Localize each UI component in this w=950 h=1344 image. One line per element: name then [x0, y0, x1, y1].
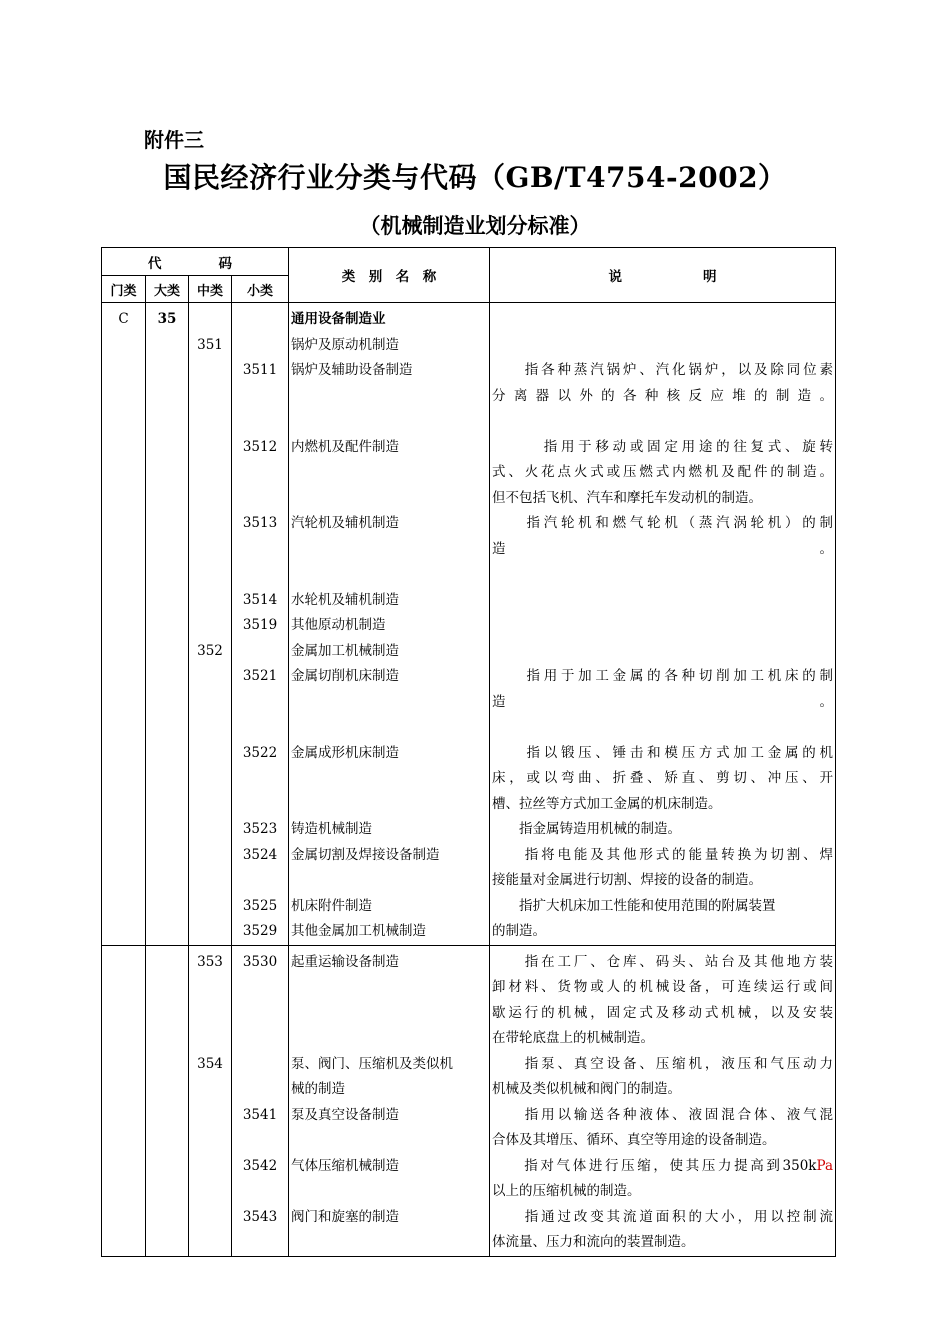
- spacer: [189, 715, 231, 741]
- category-name: 起重运输设备制造: [291, 953, 399, 970]
- category-name-header: 类 别 名 称: [289, 248, 490, 303]
- minor-category-code: [232, 307, 288, 333]
- spacer: [189, 792, 231, 818]
- spacer: [189, 1001, 231, 1027]
- document-title: 国民经济行业分类与代码（GB/T4754-2002）: [163, 161, 787, 194]
- description-header: 说 明: [490, 248, 836, 303]
- spacer: [232, 409, 288, 435]
- pressure-unit: Pa: [816, 1157, 833, 1174]
- spacer: [291, 715, 489, 741]
- spacer: [232, 537, 288, 563]
- major-category-cell: 35: [146, 303, 189, 946]
- category-name: 汽轮机及辅机制造: [291, 515, 399, 531]
- category-name: 泵、阀门、压缩机及类似机: [291, 1055, 453, 1072]
- category-name: 气体压缩机械制造: [291, 1157, 399, 1174]
- category-name: 金属切割及焊接设备制造: [291, 846, 440, 863]
- description-column: [490, 303, 836, 946]
- middle-category-code: [189, 307, 231, 333]
- category-name-column: [289, 303, 490, 946]
- spacer: [291, 975, 489, 1001]
- minor-category-code: 3522: [242, 744, 278, 761]
- description-line: 指汽轮机和燃气轮机（蒸汽涡轮机）的制: [492, 515, 833, 531]
- middle-category-code: [189, 664, 231, 690]
- description-line: 机械及类似机械和阀门的制造。: [492, 1081, 681, 1097]
- minor-category-code: 3529: [242, 923, 278, 939]
- description-line: 指扩大机床加工性能和使用范围的附属装置: [492, 897, 776, 914]
- middle-category-code: 353: [197, 953, 223, 970]
- description-line: 指用于加工金属的各种切削加工机床的制: [492, 668, 833, 684]
- middle-category-code: [189, 894, 231, 920]
- middle-category-code: 354: [197, 1055, 223, 1072]
- description-line: 分离器以外的各种核反应堆的制造。: [492, 387, 833, 404]
- minor-category-code: 3513: [242, 515, 278, 531]
- minor-category-code: 3511: [242, 362, 278, 378]
- description-line: 接能量对金属进行切割、焊接的设备的制造。: [492, 872, 762, 888]
- middle-category-code: [189, 919, 231, 945]
- description-line: 槽、拉丝等方式加工金属的机床制造。: [492, 795, 722, 812]
- minor-category-code: [232, 333, 288, 359]
- spacer: [189, 1077, 231, 1103]
- middle-category-column: [189, 945, 232, 1256]
- spacer: [492, 307, 833, 333]
- minor-category-code: 3524: [242, 846, 278, 863]
- classification-table: [101, 247, 836, 1257]
- spacer: [232, 460, 288, 486]
- middle-category-code: [189, 843, 231, 869]
- spacer: [189, 1128, 231, 1154]
- annex-label: 附件三: [144, 128, 204, 152]
- spacer: [291, 1001, 489, 1027]
- spacer: [492, 409, 833, 435]
- minor-category-code: [232, 1052, 288, 1078]
- minor-category-code: 3519: [242, 617, 278, 633]
- spacer: [291, 486, 489, 512]
- middle-category-code: [189, 613, 231, 639]
- middle-category-code: [189, 511, 231, 537]
- middle-category-header: 中类: [189, 276, 232, 303]
- description-line: 指用以输送各种液体、液固混合体、液气混: [492, 1106, 833, 1123]
- category-name-column: [289, 945, 490, 1256]
- spacer: [189, 537, 231, 563]
- category-name: 锅炉及辅助设备制造: [291, 362, 413, 378]
- spacer: [232, 868, 288, 894]
- middle-category-code: [189, 817, 231, 843]
- spacer: [189, 409, 231, 435]
- description-line: 指用于移动或固定用途的往复式、旋转: [492, 438, 833, 455]
- minor-category-code: 3541: [242, 1106, 278, 1123]
- spacer: [492, 613, 833, 639]
- description-line: 指金属铸造用机械的制造。: [492, 821, 681, 837]
- category-name: 械的制造: [291, 1081, 345, 1097]
- spacer: [291, 1026, 489, 1052]
- middle-category-code: [189, 435, 231, 461]
- description-line: 指将电能及其他形式的能量转换为切割、焊: [492, 846, 833, 863]
- description-line: 在带轮底盘上的机械制造。: [492, 1030, 654, 1046]
- description-line: 以上的压缩机械的制造。: [492, 1183, 641, 1199]
- description-line: 的制造。: [492, 923, 546, 939]
- spacer: [291, 1230, 489, 1256]
- description-line: 体流量、压力和流向的装置制造。: [492, 1234, 695, 1250]
- minor-category-code: 3542: [242, 1157, 278, 1174]
- minor-category-column: [232, 945, 289, 1256]
- spacer: [189, 1230, 231, 1256]
- spacer: [291, 792, 489, 818]
- spacer: [232, 1179, 288, 1205]
- minor-category-code: 3523: [242, 821, 278, 837]
- minor-category-column: [232, 303, 289, 946]
- spacer: [492, 333, 833, 359]
- spacer: [232, 690, 288, 716]
- category-name: 通用设备制造业: [291, 311, 386, 327]
- middle-category-code: [189, 1154, 231, 1180]
- spacer: [232, 1001, 288, 1027]
- major-category-header: 大类: [146, 276, 189, 303]
- spacer: [189, 1179, 231, 1205]
- minor-category-header: 小类: [232, 276, 289, 303]
- spacer: [189, 486, 231, 512]
- door-category-cell: [102, 945, 146, 1256]
- middle-category-code: [189, 741, 231, 767]
- description-line: 指通过改变其流道面积的大小，用以控制流: [492, 1208, 833, 1225]
- category-name: 锅炉及原动机制造: [291, 336, 399, 353]
- spacer: [232, 1128, 288, 1154]
- middle-category-code: 352: [197, 642, 223, 659]
- middle-category-code: [189, 1205, 231, 1231]
- middle-category-code: 351: [197, 336, 223, 353]
- spacer: [291, 1128, 489, 1154]
- description-line: 但不包括飞机、汽车和摩托车发动机的制造。: [492, 489, 762, 506]
- description-line: 床，或以弯曲、折叠、矫直、剪切、冲压、开: [492, 770, 833, 786]
- spacer: [492, 639, 833, 665]
- spacer: [232, 384, 288, 410]
- spacer: [291, 460, 489, 486]
- category-name: 金属成形机床制造: [291, 744, 399, 761]
- spacer: [232, 766, 288, 792]
- door-category-header: 门类: [102, 276, 146, 303]
- description-line: 指各种蒸汽锅炉、汽化锅炉，以及除同位素: [492, 362, 833, 378]
- category-name: 内燃机及配件制造: [291, 438, 399, 455]
- spacer: [189, 975, 231, 1001]
- major-category-cell: [146, 945, 189, 1256]
- spacer: [189, 766, 231, 792]
- description-line: 指对气体进行压缩，使其压力提高到350kPa: [492, 1157, 833, 1174]
- description-line: 歇运行的机械，固定式及移动式机械，以及安装: [492, 1004, 833, 1021]
- minor-category-code: 3521: [242, 668, 278, 684]
- description-line: 卸材料、货物或人的机械设备，可连续运行或间: [492, 979, 833, 995]
- minor-category-code: 3525: [242, 897, 278, 914]
- category-name: 水轮机及辅机制造: [291, 591, 399, 608]
- spacer: [492, 715, 833, 741]
- door-category-cell: C: [102, 303, 146, 946]
- description-line: 造。: [492, 540, 833, 557]
- spacer: [291, 562, 489, 588]
- spacer: [291, 766, 489, 792]
- spacer: [189, 1026, 231, 1052]
- spacer: [232, 562, 288, 588]
- spacer: [291, 868, 489, 894]
- spacer: [189, 690, 231, 716]
- middle-category-code: [189, 358, 231, 384]
- minor-category-code: [232, 639, 288, 665]
- spacer: [232, 792, 288, 818]
- minor-category-code: 3514: [242, 591, 278, 608]
- spacer: [291, 384, 489, 410]
- description-line: 指泵、真空设备、压缩机，液压和气压动力: [492, 1055, 833, 1072]
- description-line: 指在工厂、仓库、码头、站台及其他地方装: [492, 953, 833, 970]
- category-name: 机床附件制造: [291, 897, 372, 914]
- description-line: 式、火花点火式或压燃式内燃机及配件的制造。: [492, 464, 833, 480]
- code-header: 代 码: [102, 248, 289, 276]
- description-line: 合体及其增压、循环、真空等用途的设备制造。: [492, 1132, 776, 1148]
- category-name: 铸造机械制造: [291, 821, 372, 837]
- spacer: [232, 1026, 288, 1052]
- document-subtitle: （机械制造业划分标准）: [359, 213, 591, 238]
- description-line: 造。: [492, 693, 833, 710]
- minor-category-code: 3543: [242, 1208, 278, 1225]
- spacer: [492, 562, 833, 588]
- spacer: [291, 1179, 489, 1205]
- spacer: [232, 715, 288, 741]
- category-name: 金属加工机械制造: [291, 642, 399, 659]
- spacer: [189, 868, 231, 894]
- spacer: [232, 1077, 288, 1103]
- category-name: 泵及真空设备制造: [291, 1106, 399, 1123]
- middle-category-code: [189, 1103, 231, 1129]
- spacer: [232, 486, 288, 512]
- middle-category-column: [189, 303, 232, 946]
- spacer: [291, 537, 489, 563]
- spacer: [291, 690, 489, 716]
- category-name: 其他金属加工机械制造: [291, 923, 426, 939]
- description-line: 指以锻压、锤击和模压方式加工金属的机: [492, 744, 833, 761]
- spacer: [189, 562, 231, 588]
- minor-category-code: 3530: [242, 953, 278, 970]
- spacer: [492, 588, 833, 614]
- category-name: 阀门和旋塞的制造: [291, 1208, 399, 1225]
- spacer: [232, 1230, 288, 1256]
- spacer: [232, 975, 288, 1001]
- description-column: [490, 945, 836, 1256]
- spacer: [189, 460, 231, 486]
- spacer: [291, 409, 489, 435]
- minor-category-code: 3512: [242, 438, 278, 455]
- middle-category-code: [189, 588, 231, 614]
- category-name: 金属切削机床制造: [291, 668, 399, 684]
- spacer: [189, 384, 231, 410]
- category-name: 其他原动机制造: [291, 617, 386, 633]
